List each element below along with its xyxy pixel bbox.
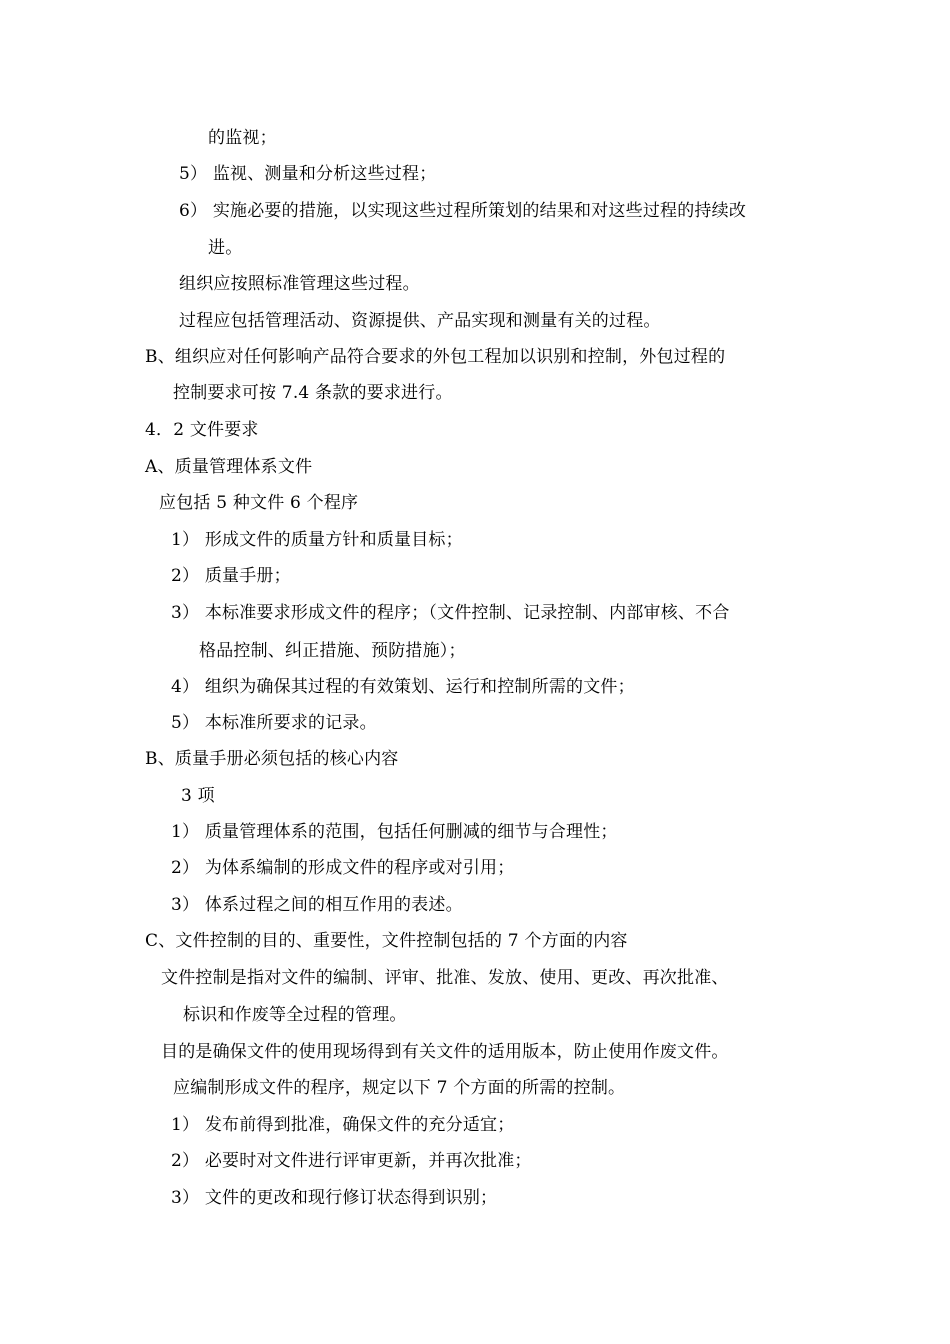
list-item: 2） 为体系编制的形成文件的程序或对引用； bbox=[171, 858, 515, 878]
paragraph: 过程应包括管理活动、资源提供、产品实现和测量有关的过程。 bbox=[179, 311, 661, 331]
section-heading-a: A、质量管理体系文件 bbox=[145, 457, 313, 477]
text-line: 的监视； bbox=[208, 128, 277, 148]
list-item: 5） 本标准所要求的记录。 bbox=[171, 713, 377, 733]
text-line: 标识和作废等全过程的管理。 bbox=[183, 1005, 407, 1025]
text-line: 格品控制、纠正措施、预防措施）； bbox=[199, 641, 466, 661]
text-line: 进。 bbox=[208, 238, 243, 258]
paragraph: 组织应按照标准管理这些过程。 bbox=[179, 274, 420, 294]
paragraph: 应包括 5 种文件 6 个程序 bbox=[159, 493, 359, 513]
paragraph: 文件控制是指对文件的编制、评审、批准、发放、使用、更改、再次批准、 bbox=[161, 968, 729, 988]
paragraph: 应编制形成文件的程序，规定以下 7 个方面的所需的控制。 bbox=[173, 1078, 626, 1098]
list-item: 3） 体系过程之间的相互作用的表述。 bbox=[171, 895, 463, 915]
section-heading-b: B、组织应对任何影响产品符合要求的外包工程加以识别和控制，外包过程的 bbox=[145, 347, 726, 367]
list-item: 5） 监视、测量和分析这些过程； bbox=[179, 164, 437, 184]
paragraph: 目的是确保文件的使用现场得到有关文件的适用版本，防止使用作废文件。 bbox=[161, 1042, 729, 1062]
text-line: 控制要求可按 7.4 条款的要求进行。 bbox=[173, 383, 453, 403]
list-item: 1） 发布前得到批准，确保文件的充分适宜； bbox=[171, 1115, 515, 1135]
list-item: 6） 实施必要的措施，以实现这些过程所策划的结果和对这些过程的持续改 bbox=[179, 201, 747, 221]
section-heading-b: B、质量手册必须包括的核心内容 bbox=[145, 749, 399, 769]
list-item: 3） 文件的更改和现行修订状态得到识别； bbox=[171, 1188, 498, 1208]
list-item: 3） 本标准要求形成文件的程序；（文件控制、记录控制、内部审核、不合 bbox=[171, 603, 730, 623]
list-item: 4） 组织为确保其过程的有效策划、运行和控制所需的文件； bbox=[171, 677, 635, 697]
paragraph: 3 项 bbox=[181, 786, 215, 806]
section-heading: 4．2 文件要求 bbox=[145, 420, 259, 440]
list-item: 2） 必要时对文件进行评审更新，并再次批准； bbox=[171, 1151, 532, 1171]
list-item: 1） 形成文件的质量方针和质量目标； bbox=[171, 530, 463, 550]
section-heading-c: C、文件控制的目的、重要性，文件控制包括的 7 个方面的内容 bbox=[145, 931, 628, 951]
list-item: 2） 质量手册； bbox=[171, 566, 291, 586]
list-item: 1） 质量管理体系的范围，包括任何删减的细节与合理性； bbox=[171, 822, 618, 842]
